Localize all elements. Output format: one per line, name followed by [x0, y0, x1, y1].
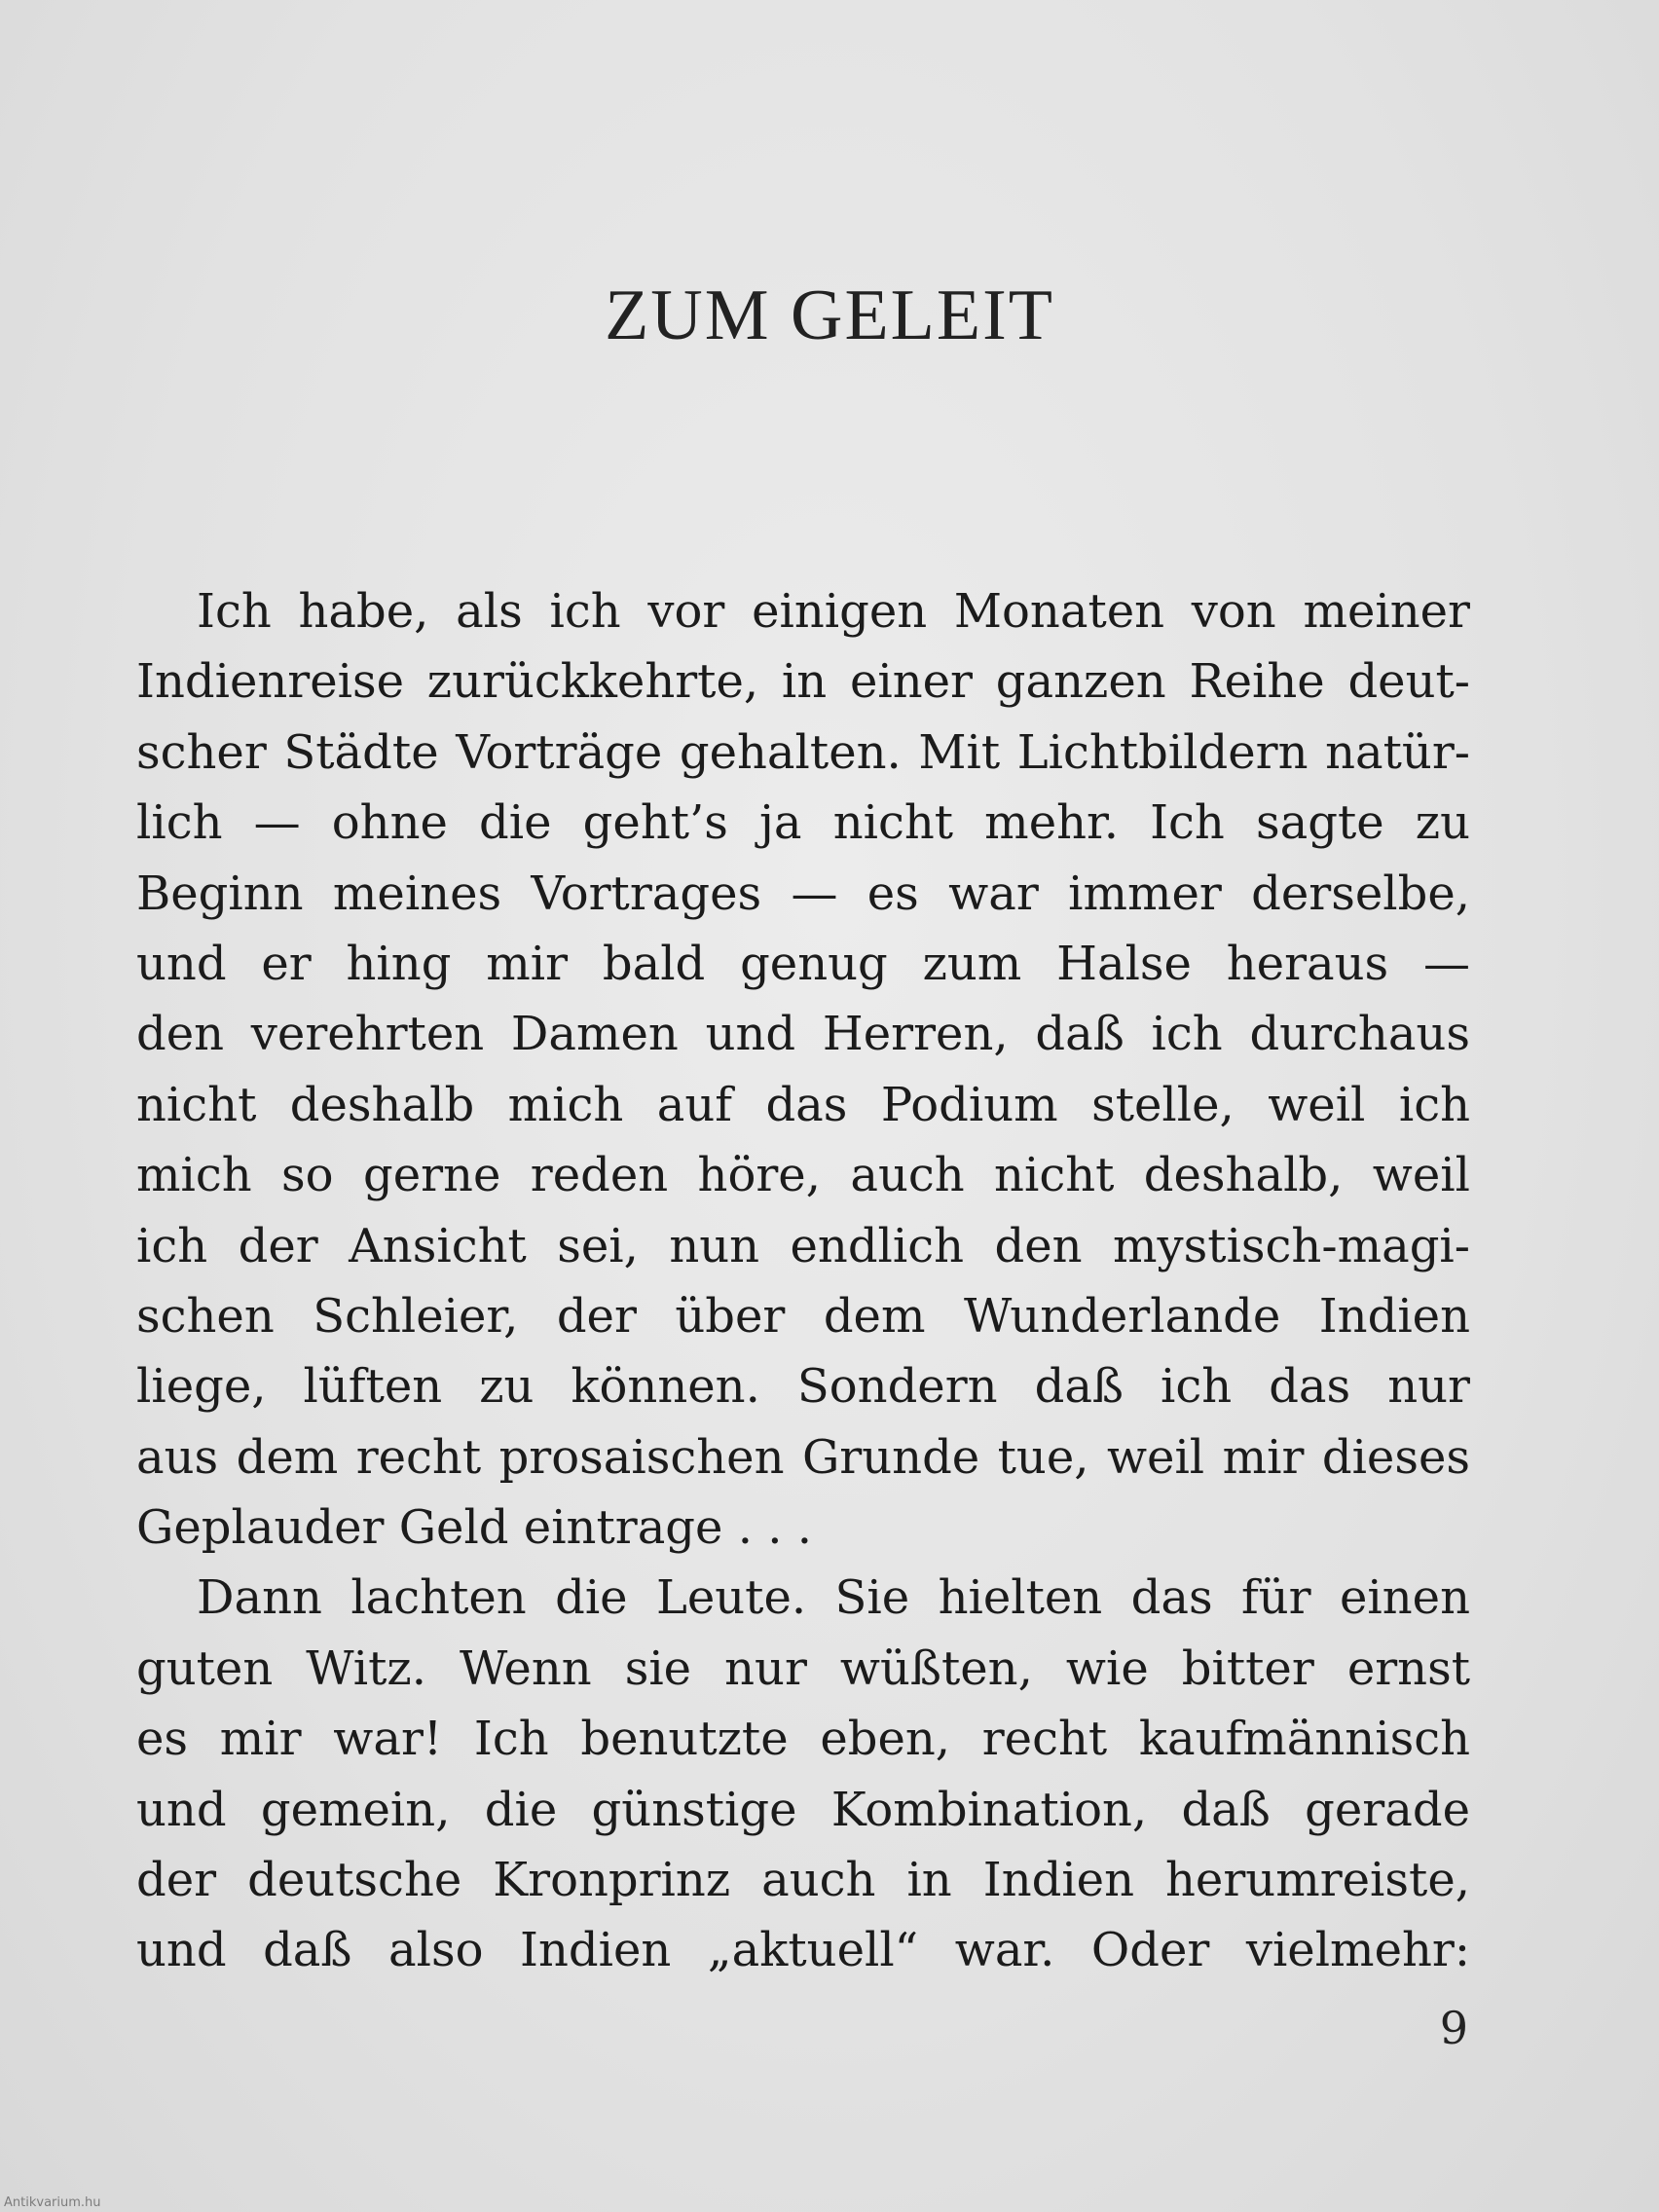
text-line: Beginn meines Vortrages — es war immer derselbe, — [136, 866, 1470, 921]
text-line: Dann lachten die Leute. Sie hielten das für einen — [197, 1570, 1470, 1626]
text-line: ich der Ansicht sei, nun endlich den mystisch-magi- — [136, 1218, 1470, 1273]
body-text — [136, 576, 1470, 1986]
text-line: der deutsche Kronprinz auch in Indien herumreiste, — [136, 1853, 1470, 1908]
text-line: lich — ohne die geht’s ja nicht mehr. Ich sagte zu — [136, 795, 1470, 851]
text-line: Geplauder Geld eintrage . . . — [136, 1500, 812, 1556]
text-line: liege, lüften zu können. Sondern daß ich das nur — [136, 1359, 1470, 1415]
page-number: 9 — [1439, 2002, 1468, 2054]
text-line: und er hing mir bald genug zum Halse heraus — — [136, 936, 1470, 991]
text-line: Ich habe, als ich vor einigen Monaten von meiner — [197, 584, 1470, 639]
text-line: nicht deshalb mich auf das Podium stelle, weil ich — [136, 1077, 1470, 1132]
text-line: aus dem recht prosaischen Grunde tue, weil mir dieses — [136, 1429, 1470, 1485]
chapter-title: ZUM GELEIT — [605, 276, 1054, 355]
text-line: schen Schleier, der über dem Wunderlande Indien — [136, 1288, 1470, 1344]
text-line: guten Witz. Wenn sie nur wüßten, wie bitter ernst — [136, 1641, 1470, 1696]
text-line: es mir war! Ich benutzte eben, recht kaufmännisch — [136, 1712, 1470, 1767]
text-line: Indienreise zurückkehrte, in einer ganzen Reihe deut- — [136, 654, 1470, 710]
text-line: und gemein, die günstige Kombination, daß gerade — [136, 1782, 1470, 1837]
text-line: und daß also Indien „aktuell“ war. Oder vielmehr: — [136, 1923, 1470, 1978]
text-line: den verehrten Damen und Herren, daß ich durchaus — [136, 1007, 1470, 1062]
watermark-text: Antikvarium.hu — [4, 2195, 101, 2210]
text-line: mich so gerne reden höre, auch nicht deshalb, weil — [136, 1148, 1470, 1203]
text-line: scher Städte Vorträge gehalten. Mit Lichtbildern natür- — [136, 724, 1470, 780]
